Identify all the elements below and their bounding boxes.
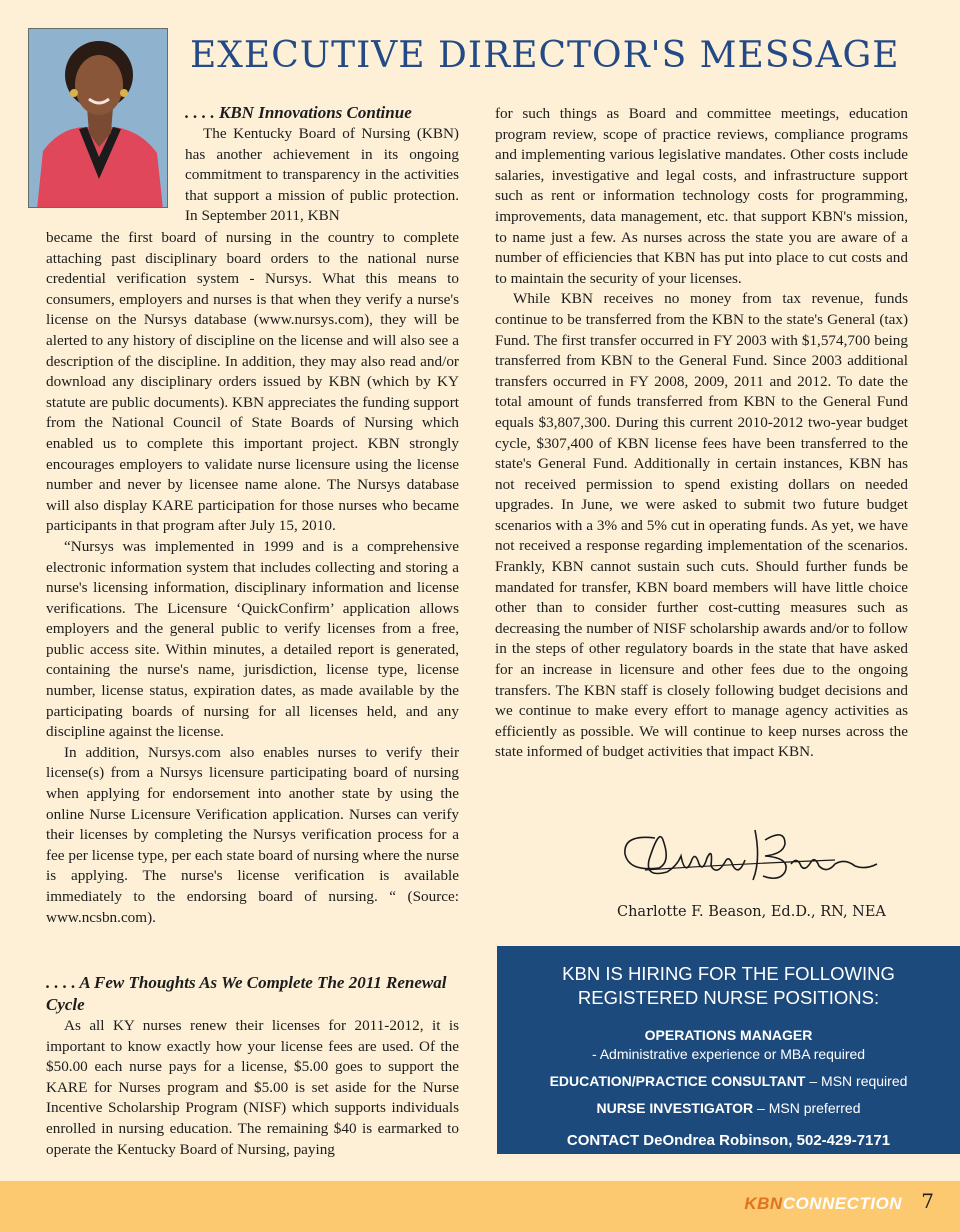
hiring-box [497, 946, 960, 1154]
section-heading-innovations: . . . . KBN Innovations Continue [185, 103, 412, 122]
paragraph-intro-part1: The Kentucky Board of Nursing (KBN) has another achievement in its ongoing commitment to transparency in the activities that support a mission of public protection. In September 2011, KBN [185, 125, 459, 225]
paragraph-fees-part2: for such things as Board and committee meetings, education program review, scope of practice reviews, compliance programs and implementing various legislative mandates. Other costs include salaries, investigative and legal costs, and infrastructure support such as rent or information technology costs for programming, improvements, data management, etc. that support KBN's mission, to name just a few. As nurses across the state you are aware of a number of efficiencies that KBN has put into place to cut costs and to maintain the security of your licenses. [495, 105, 908, 287]
footer-band [0, 1181, 960, 1232]
signature-name: Charlotte F. Beason, Ed.D., RN, NEA [617, 904, 886, 920]
position-title: EDUCATION/PRACTICE CONSULTANT [549, 1073, 806, 1089]
position-nurse-investigator [497, 1099, 960, 1118]
position-requirement: – MSN required [809, 1073, 908, 1089]
page-title: EXECUTIVE DIRECTOR'S MESSAGE [190, 35, 900, 76]
paragraph-intro-part2: became the first board of nursing in the country to complete attaching past disciplinary board orders to the national nurse credential verification system - Nursys. What this means to consumers, employers and nurses is that when they verify a nurse's license on the Nursys database (www.nursys.com), they will be alerted to any history of discipline on the license and will also see a description of the discipline. In addition, they may also read and/or download any disciplinary orders issued by KBN (which by KY statute are public documents). KBN appreciates the funding support from the National Council of State Boards of Nursing which enabled us to complete this important project. KBN strongly encourages employers to validate nurse licensure using the license number and never by licensee name alone. The Nursys database will also display KARE participation for those nurses who became participants in that program after July 15, 2010. [46, 229, 459, 535]
hiring-contact: CONTACT DeOndrea Robinson, 502-429-7171 [566, 1132, 891, 1149]
portrait-graphic [29, 29, 168, 208]
page-number: 7 [921, 1189, 934, 1213]
position-education-practice-consultant [497, 1072, 960, 1091]
article-column-left-section2 [46, 972, 459, 1160]
handwritten-signature [615, 820, 895, 890]
kbn-connection-logo [744, 1194, 902, 1214]
position-title: NURSE INVESTIGATOR [596, 1100, 754, 1116]
paragraph-nursys-endorsement: In addition, Nursys.com also enables nurses to verify their license(s) from a Nursys licensure participating board of nursing when applying for endorsement into another state by using the online Nurse Licensure Verification application. Nurses can verify their licenses by completing the Nursys verification process for a fee per license type, per each state board of nursing where the nurse is applying. The nurse's license verification is available immediately to the endorsing board of nursing. “ (Source: www.ncsbn.com). [46, 743, 459, 926]
hiring-heading: KBN IS HIRING FOR THE FOLLOWING REGISTERED NURSE POSITIONS: [562, 963, 895, 1008]
paragraph-fund-transfers: While KBN receives no money from tax revenue, funds continue to be transferred from the KBN to the state's General (tax) Fund. The first transfer occurred in FY 2003 with $1,574,700 being transferred from KBN to the General Fund. Since 2003 additional transfers occurred in FY 2008, 2009, 2011 and 2012. To date the total amount of funds transferred from KBN to the General Fund equals $3,807,300. During this current 2010-2012 two-year budget cycle, $307,400 of KBN license fees have been transferred to the state's General Fund. Additionally in certain instances, KBN has not received permission to spend existing dollars on needed upgrades. In June, we were asked to submit two future budget scenarios with a 3% and 5% cut in operating funds. As yet, we have not received a response regarding implementation of the scenarios. Frankly, KBN cannot sustain such cuts. Should further funds be mandated for transfer, KBN board members will have little choice other than to consider further cost-cutting measures such as decreasing the number of NISF scholarship awards and/or to follow in the steps of other regulatory boards in the state that have asked for an increase in licensure and other fees due to the ongoing transfers. The KBN staff is closely following budget decisions and we continue to make every effort to manage agency activities as efficiently as possible. We will continue to keep nurses across the state informed of budget activities that impact KBN. [495, 290, 908, 761]
director-photo [28, 28, 168, 208]
article-column-left-main [46, 228, 459, 928]
position-title: OPERATIONS MANAGER [644, 1027, 813, 1043]
paragraph-fees-part1: As all KY nurses renew their licenses for 2011-2012, it is important to know exactly how your license fees are used. Of the $50.00 each nurse pays for a license, $5.00 goes to support the KARE for Nurses program and $5.00 is set aside for the Nurse Incentive Scholarship Program (NISF) which supports individuals enrolled in nursing education. The remaining $40 is earmarked to operate the Kentucky Board of Nursing, paying [46, 1017, 459, 1158]
brand-connection: CONNECTION [782, 1194, 902, 1213]
position-requirement: - Administrative experience or MBA required [591, 1046, 866, 1062]
position-operations-manager [497, 1026, 960, 1064]
paragraph-nursys-quote: “Nursys was implemented in 1999 and is a comprehensive electronic information system that includes collecting and storing a nurse's licensing information, disciplinary information and license verifications. The Licensure ‘QuickConfirm’ application allows employers and the general public to verify licenses from a free, public access site. Within minutes, a detailed report is generated, containing the nurse's name, jurisdiction, license type, license number, license status, expiration dates, as made available by the participating boards of nursing for all licenses held, and any discipline against the license. [46, 537, 459, 741]
position-requirement: – MSN preferred [757, 1100, 861, 1116]
brand-kbn: KBN [744, 1194, 783, 1213]
section-heading-renewal: . . . . A Few Thoughts As We Complete The 2011 Renewal Cycle [46, 973, 447, 1014]
article-column-left-top [185, 102, 459, 227]
article-column-right [495, 104, 908, 763]
